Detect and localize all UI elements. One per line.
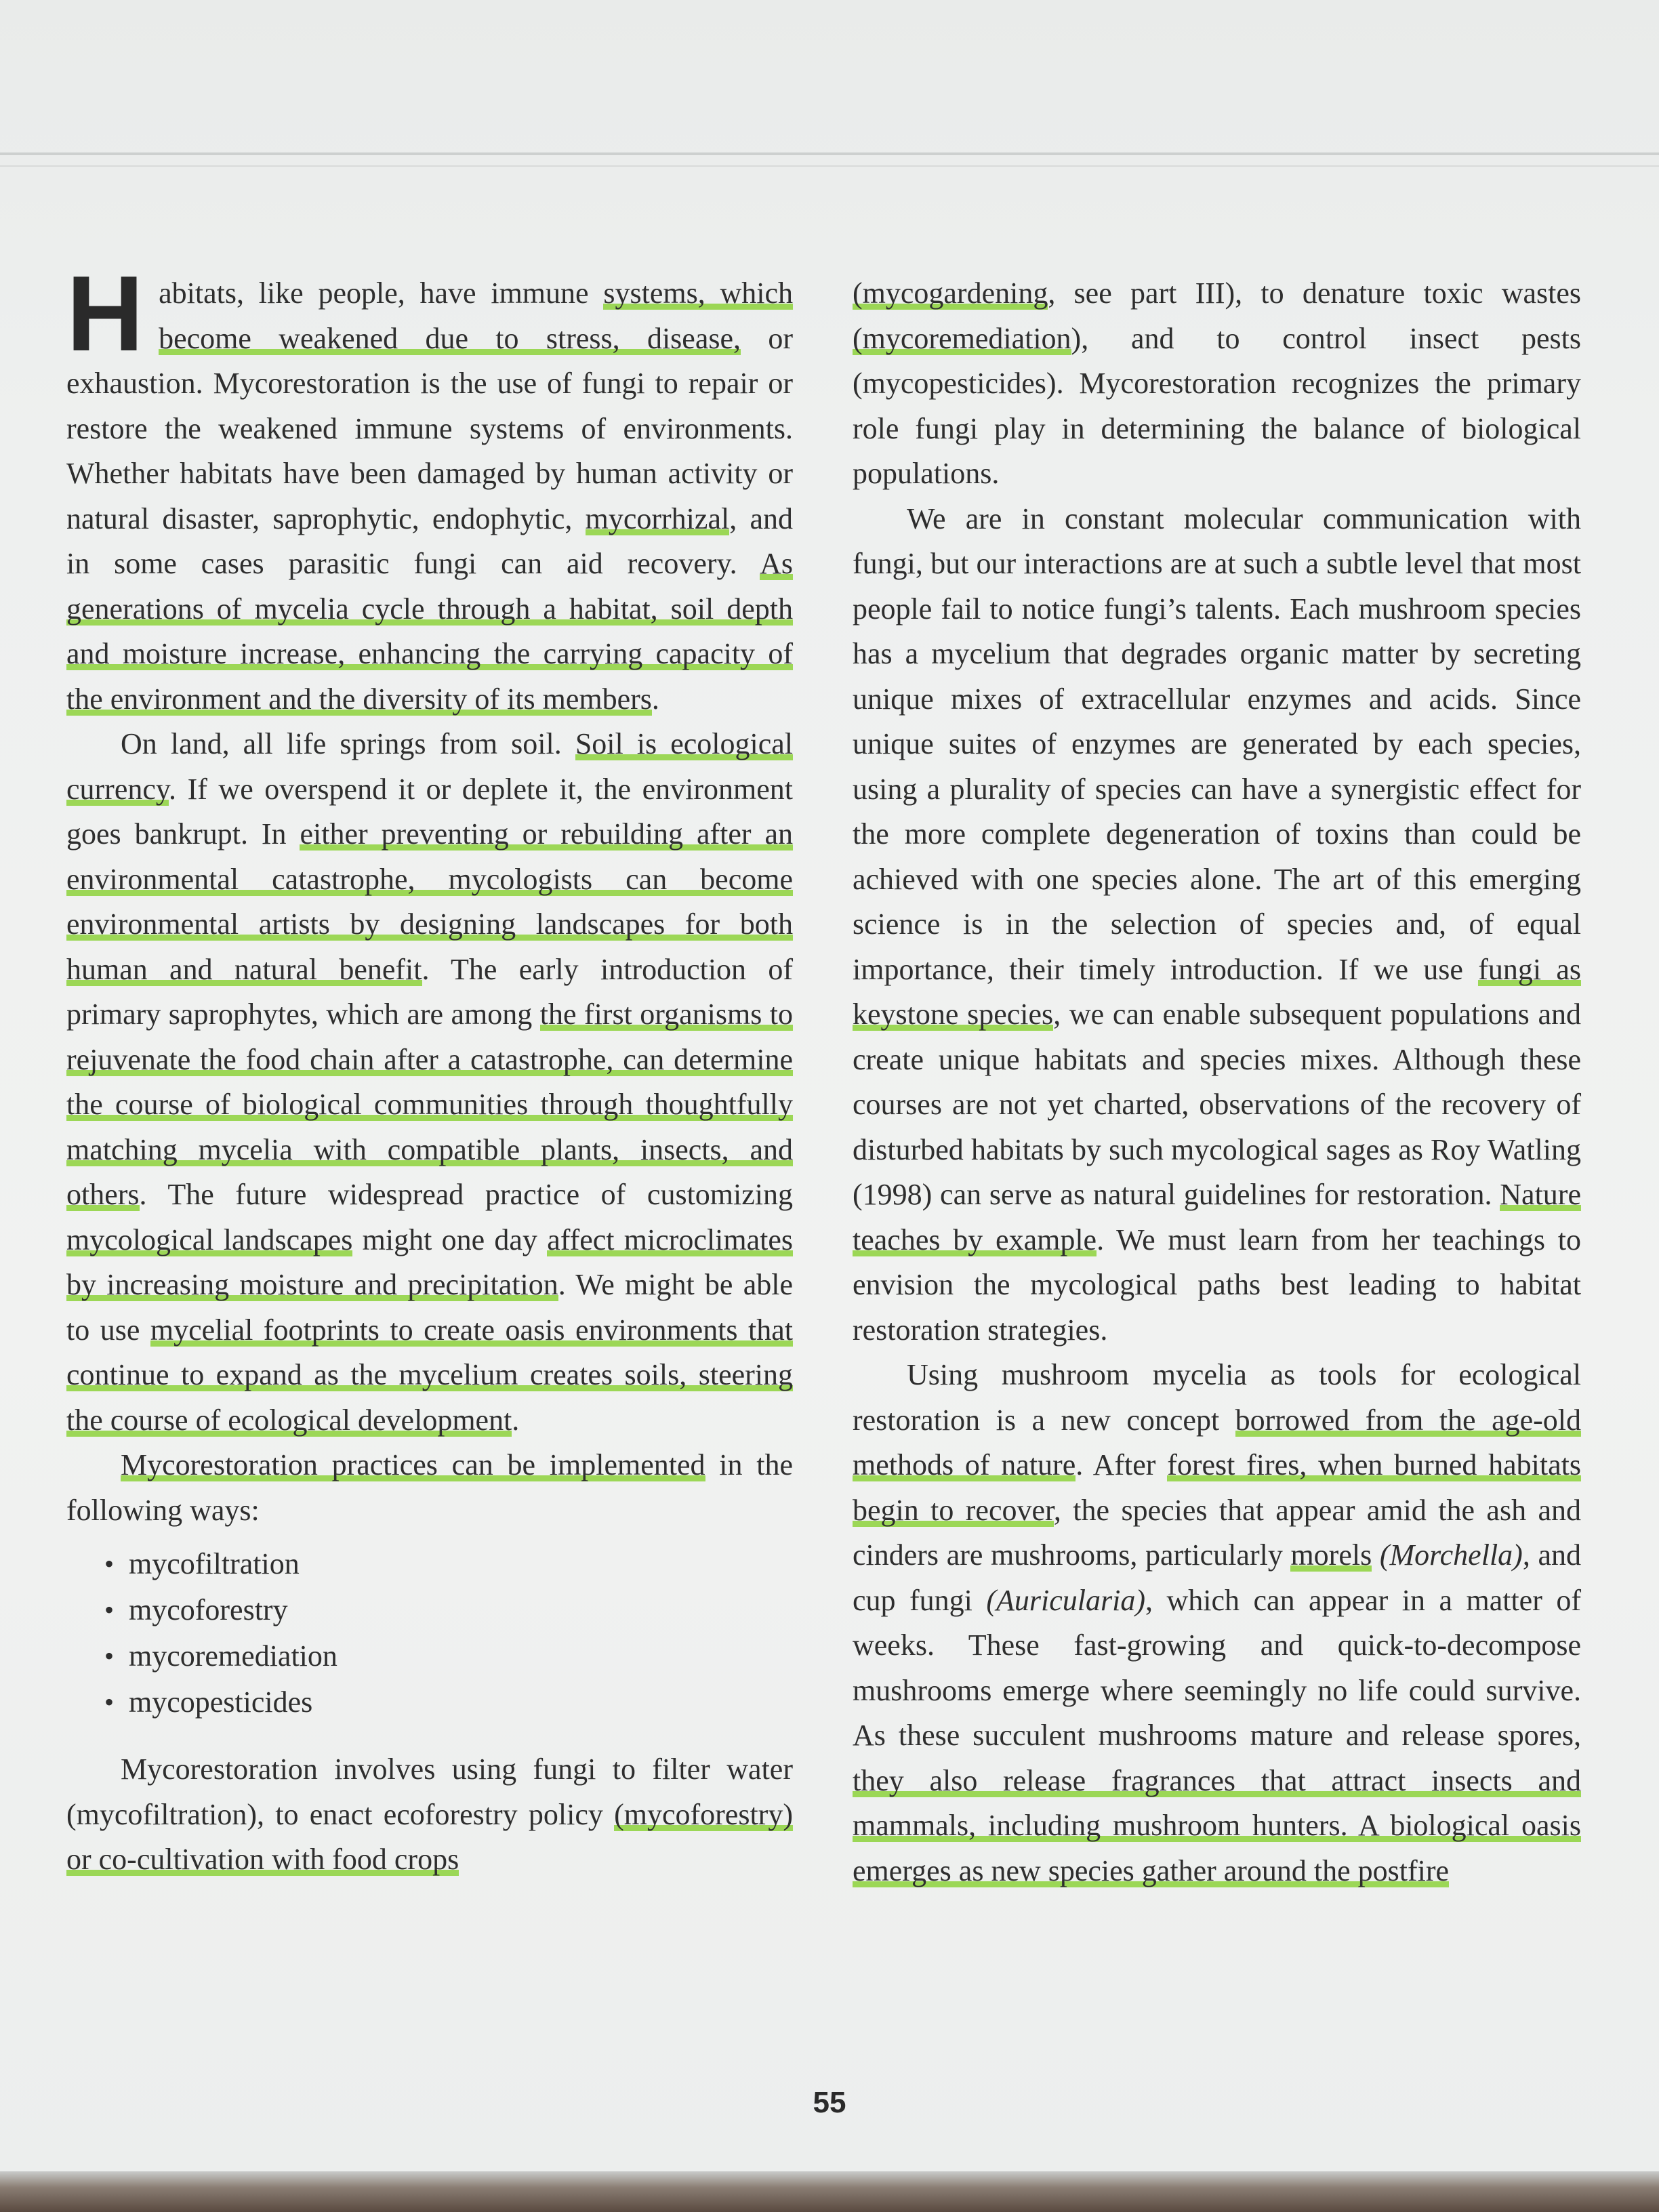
text: . After bbox=[1076, 1448, 1168, 1481]
highlight: Nature teaches by example bbox=[853, 1178, 1581, 1256]
text: Mycorestoration involves using fungi to filter water (mycofiltration), to enact ecoforestry policy bbox=[66, 1753, 793, 1831]
text: , we can enable subsequent populations and create unique habitats and species mixes. Although these courses are not yet charted, observations of the recovery of disturbed habitats by such mycological sages as Roy Watling (1998) can serve as natural guidelines for restoration. bbox=[853, 998, 1582, 1211]
text: , which can appear in a matter of weeks. These fast-growing and quick-to-decompose mushrooms emerge where seemingly no life could survive. As these succulent mushrooms mature and release spores, bbox=[853, 1583, 1582, 1752]
table-surface bbox=[0, 2171, 1659, 2212]
highlight: the first organisms to rejuvenate the food chain after a catastrophe, can determine the course of biological communities through thoughtfully matching mycelia with compatible plants, insects, and others bbox=[66, 998, 794, 1211]
page-fold-line bbox=[0, 165, 1659, 167]
text: or exhaustion. Mycorestoration is the use of fungi to repair or restore the weakened immune systems of environments. Whether habitats have been damaged by human activity or natural disaster, saprophytic, endophytic, bbox=[66, 321, 794, 535]
highlight: fungi as keystone species bbox=[853, 952, 1581, 1031]
paragraph-soil bbox=[66, 722, 793, 1443]
text: , and in some cases parasitic fungi can aid recovery. bbox=[66, 501, 793, 580]
list-item bbox=[66, 1541, 793, 1587]
list-item-label: mycopesticides bbox=[129, 1685, 313, 1719]
paragraph-continued bbox=[853, 271, 1581, 497]
text: , see part III), to denature toxic wastes bbox=[1048, 276, 1581, 310]
highlight: mycorrhizal bbox=[585, 501, 730, 535]
list-item bbox=[66, 1633, 793, 1679]
bullet-icon: • bbox=[104, 1687, 115, 1717]
species-name: (Morchella) bbox=[1379, 1538, 1523, 1572]
text: . bbox=[651, 682, 659, 716]
highlight: Mycorestoration practices can be implemented bbox=[121, 1448, 705, 1481]
highlight: borrowed from the age-old methods of nature bbox=[853, 1403, 1582, 1481]
text: . If we overspend it or deplete it, the environment goes bankrupt. In bbox=[66, 772, 793, 851]
paragraph-practices bbox=[66, 1443, 793, 1533]
text: Using mushroom mycelia as tools for ecological restoration is a new concept bbox=[853, 1358, 1581, 1437]
text: On land, all life springs from soil. bbox=[121, 727, 575, 760]
bullet-icon: • bbox=[104, 1641, 115, 1671]
highlight: As generations of mycelia cycle through a habitat, soil depth and moisture increase, enhancing the carrying capacity of the environment and the diversity of its members bbox=[66, 547, 793, 716]
page-fold-shadow bbox=[0, 152, 1659, 155]
right-column bbox=[853, 271, 1581, 1893]
text: . The future widespread practice of customizing bbox=[139, 1178, 793, 1211]
highlight: mycological landscapes bbox=[66, 1223, 353, 1256]
highlight: systems, which become weakened due to stress, disease, bbox=[159, 276, 793, 355]
highlight: mycelial footprints to create oasis environments that continue to expand as the mycelium creates soils, steering the course of ecological development bbox=[66, 1313, 793, 1437]
text: . We might be able to use bbox=[66, 1268, 793, 1347]
text: abitats, like people, have immune bbox=[159, 276, 604, 310]
drop-cap: H bbox=[66, 254, 144, 373]
highlight: Soil is ecological currency bbox=[66, 727, 793, 806]
text: . The early introduction of primary saprophytes, which are among bbox=[66, 952, 794, 1031]
paragraph-involves bbox=[66, 1747, 793, 1883]
page-number: 55 bbox=[813, 2086, 846, 2119]
highlight: (mycoremediation bbox=[853, 321, 1071, 355]
highlight: forest fires, when burned habitats begin to recover bbox=[853, 1448, 1581, 1527]
text: , and cup fungi bbox=[853, 1538, 1581, 1617]
left-column bbox=[66, 254, 794, 1883]
text: . bbox=[512, 1403, 520, 1437]
ways-list bbox=[66, 1541, 793, 1725]
highlight: morels bbox=[1290, 1538, 1372, 1572]
paragraph-restoration bbox=[853, 1353, 1581, 1893]
text: in the following ways: bbox=[66, 1448, 793, 1527]
text: We are in constant molecular communication with fungi, but our interactions are at such a subtle level that most people fail to notice fungi’s talents. Each mushroom species has a mycelium that degrades organic matter by secreting unique mixes of extracellular enzymes and acids. Since unique suites of enzymes are generated by each species, using a plurality of species can have a synergistic effect for the more complete degeneration of toxins than could be achieved with one species alone. The art of this emerging science is in the selection of species and, of equal importance, their timely introduction. If we use bbox=[853, 501, 1581, 986]
bullet-icon: • bbox=[104, 1595, 115, 1625]
text bbox=[1372, 1538, 1380, 1572]
text: , the species that appear amid the ash and cinders are mushrooms, particularly bbox=[853, 1493, 1582, 1572]
text: . We must learn from her teachings to envision the mycological paths best leading to habitat restoration strategies. bbox=[853, 1223, 1581, 1347]
list-item-label: mycoremediation bbox=[129, 1639, 337, 1673]
highlight: (mycogardening bbox=[853, 276, 1048, 310]
list-item bbox=[66, 1587, 793, 1633]
bullet-icon: • bbox=[104, 1549, 115, 1579]
highlight: either preventing or rebuilding after an environmental catastrophe, mycologists can become environmental artists by designing landscapes for both human and natural benefit bbox=[66, 817, 793, 986]
list-item-label: mycofiltration bbox=[129, 1547, 300, 1580]
list-item bbox=[66, 1679, 793, 1725]
paragraph-intro bbox=[66, 254, 794, 722]
highlight: (mycoforestry) or co-cultivation with food crops bbox=[66, 1797, 793, 1876]
paragraph-communication bbox=[853, 497, 1581, 1353]
list-item-label: mycoforestry bbox=[129, 1593, 288, 1626]
highlight: they also release fragrances that attract insects and mammals, including mushroom hunters. A biological oasis emerges as new species gather around the postfire bbox=[853, 1763, 1581, 1887]
text: ), and to control insect pests (mycopesticides). Mycorestoration recognizes the primary role fungi play in determining the balance of biological populations. bbox=[853, 321, 1581, 490]
text: might one day bbox=[352, 1223, 548, 1256]
species-name: (Auricularia) bbox=[986, 1583, 1146, 1617]
highlight: affect microclimates by increasing moisture and precipitation bbox=[66, 1223, 794, 1301]
